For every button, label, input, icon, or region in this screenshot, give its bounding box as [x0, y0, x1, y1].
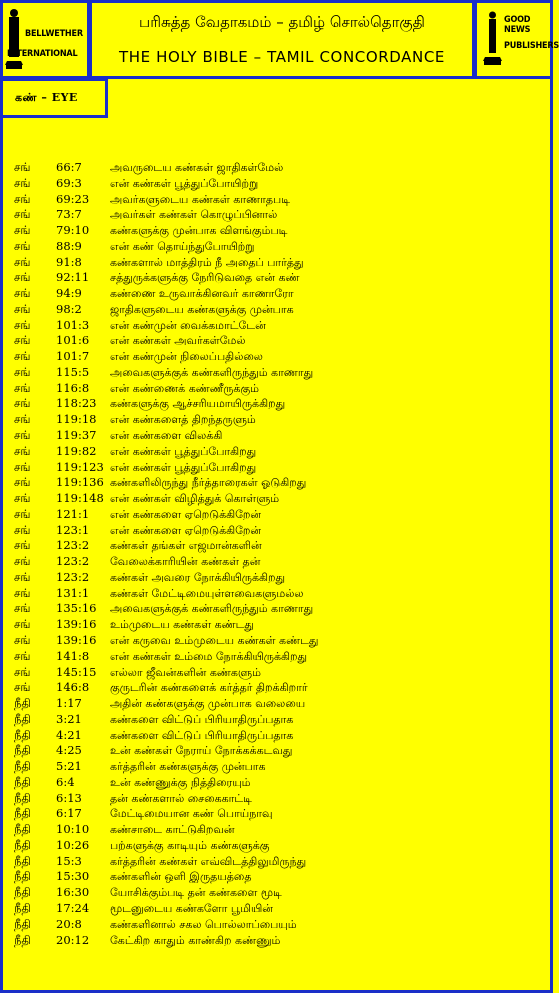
- verse-reference: 146:8: [56, 680, 90, 695]
- verse-reference: 69:23: [56, 191, 90, 206]
- verse-snippet: என் கண்முன் வைக்கமாட்டேன்: [110, 318, 266, 332]
- verse-snippet: கண்சாடை காட்டுகிறவன்: [110, 823, 235, 837]
- verse-reference: 91:8: [56, 254, 82, 269]
- book-abbrev: நீதி: [14, 806, 31, 821]
- verse-snippet: அதின் கண்களுக்கு முன்பாக வலையை: [110, 697, 306, 711]
- verse-reference: 92:11: [56, 270, 90, 285]
- verse-reference: 123:2: [56, 538, 90, 553]
- book-abbrev: நீதி: [14, 916, 31, 931]
- concordance-row: [14, 396, 544, 412]
- verse-snippet: என் கண்கள் உம்மை நோக்கியிருக்கிறது: [110, 649, 308, 663]
- concordance-row: [14, 507, 544, 523]
- book-abbrev: சங்: [14, 569, 31, 584]
- concordance-row: [14, 286, 544, 302]
- book-abbrev: சங்: [14, 175, 31, 190]
- book-abbrev: சங்: [14, 491, 31, 506]
- verse-snippet: அவைகளுக்குக் கண்களிருந்தும் காணாது: [110, 365, 314, 379]
- verse-snippet: கண்களின் ஒளி இருதயத்தை: [110, 870, 252, 884]
- book-abbrev: நீதி: [14, 774, 31, 789]
- concordance-row: [14, 712, 544, 728]
- verse-reference: 6:17: [56, 806, 82, 821]
- verse-reference: 101:3: [56, 317, 90, 332]
- concordance-row: [14, 302, 544, 318]
- concordance-row: [14, 570, 544, 586]
- book-abbrev: சங்: [14, 223, 31, 238]
- concordance-row: [14, 270, 544, 286]
- concordance-row: [14, 854, 544, 870]
- concordance-row: [14, 917, 544, 933]
- book-abbrev: நீதி: [14, 869, 31, 884]
- verse-snippet: கண்கள் அவரை நோக்கியிருக்கிறது: [110, 570, 286, 584]
- concordance-list: [14, 160, 544, 948]
- topic-box: [0, 78, 108, 118]
- concordance-row: [14, 822, 544, 838]
- verse-reference: 10:10: [56, 822, 90, 837]
- verse-reference: 98:2: [56, 301, 82, 316]
- verse-reference: 16:30: [56, 885, 90, 900]
- verse-snippet: என் கண்களைத் திறந்தருளும்: [110, 413, 256, 427]
- concordance-row: [14, 601, 544, 617]
- verse-reference: 121:1: [56, 506, 90, 521]
- concordance-row: [14, 318, 544, 334]
- verse-reference: 135:16: [56, 601, 97, 616]
- verse-snippet: மூடனுடைய கண்களோ பூமியின்: [110, 901, 273, 915]
- book-abbrev: சங்: [14, 617, 31, 632]
- verse-reference: 79:10: [56, 223, 90, 238]
- verse-snippet: எல்லா ஜீவன்களின் கண்களும்: [110, 665, 261, 679]
- concordance-row: [14, 806, 544, 822]
- book-abbrev: சங்: [14, 522, 31, 537]
- book-abbrev: சங்: [14, 428, 31, 443]
- book-abbrev: சங்: [14, 238, 31, 253]
- bellwether-logo: [0, 0, 90, 79]
- verse-snippet: என் கண்களை ஏறெடுக்கிறேன்: [110, 523, 262, 537]
- verse-snippet: என் கண்களை ஏறெடுக்கிறேன்: [110, 507, 262, 521]
- logo-line-1: GOOD NEWS: [504, 15, 531, 35]
- verse-snippet: கண்களுக்கு முன்பாக விளங்கும்படி: [110, 224, 288, 238]
- concordance-row: [14, 791, 544, 807]
- concordance-row: [14, 885, 544, 901]
- book-abbrev: நீதி: [14, 711, 31, 726]
- concordance-row: [14, 523, 544, 539]
- verse-snippet: என் கருவை உம்முடைய கண்கள் கண்டது: [110, 633, 319, 647]
- figure-icon: [477, 3, 559, 76]
- concordance-row: [14, 728, 544, 744]
- concordance-row: [14, 554, 544, 570]
- verse-snippet: சத்துருக்களுக்கு நேரிடுவதை என் கண்: [110, 271, 300, 285]
- verse-reference: 6:13: [56, 790, 82, 805]
- verse-snippet: உன் கண்கள் நேராய் நோக்கக்கடவது: [110, 744, 293, 758]
- verse-snippet: கண்கள் தங்கள் எஜமான்களின்: [110, 539, 262, 553]
- verse-reference: 139:16: [56, 632, 97, 647]
- verse-snippet: என் கண்கள் பூத்துப்போயிற்று: [110, 176, 259, 190]
- verse-reference: 1:17: [56, 696, 82, 711]
- book-abbrev: நீதி: [14, 837, 31, 852]
- verse-reference: 88:9: [56, 238, 82, 253]
- concordance-row: [14, 933, 544, 949]
- verse-snippet: அவர்களுடைய கண்கள் காணாதபடி: [110, 192, 290, 206]
- verse-reference: 5:21: [56, 759, 82, 774]
- verse-reference: 119:18: [56, 412, 97, 427]
- book-abbrev: சங்: [14, 317, 31, 332]
- book-abbrev: சங்: [14, 254, 31, 269]
- verse-snippet: கேட்கிற காதும் காண்கிற கண்ணும்: [110, 933, 281, 947]
- book-abbrev: நீதி: [14, 822, 31, 837]
- verse-reference: 66:7: [56, 160, 82, 174]
- verse-snippet: கண்களால் மாத்திரம் நீ அதைப் பார்த்து: [110, 255, 304, 269]
- concordance-row: [14, 460, 544, 476]
- verse-snippet: கண்ணை உருவாக்கினவர் காணாரோ: [110, 287, 294, 301]
- book-abbrev: சங்: [14, 680, 31, 695]
- verse-snippet: என் கண்கள் பூத்துப்போகிறது: [110, 460, 257, 474]
- verse-reference: 94:9: [56, 286, 82, 301]
- concordance-row: [14, 255, 544, 271]
- verse-snippet: மேட்டிமையான கண் பொய்நாவு: [110, 807, 273, 821]
- verse-snippet: கண்களை விட்டுப் பிரியாதிருப்பதாக: [110, 712, 294, 726]
- book-abbrev: நீதி: [14, 853, 31, 868]
- verse-snippet: கர்த்தரின் கண்கள் எவ்விடத்திலுமிருந்து: [110, 854, 307, 868]
- logo-line-1: BELLWETHER: [25, 29, 83, 39]
- book-abbrev: நீதி: [14, 759, 31, 774]
- verse-reference: 116:8: [56, 380, 90, 395]
- concordance-row: [14, 207, 544, 223]
- concordance-row: [14, 176, 544, 192]
- logo-line-2: INTERNATIONAL: [7, 49, 78, 59]
- verse-snippet: வேலைக்காரியின் கண்கள் தன்: [110, 555, 261, 569]
- good-news-logo: [474, 0, 559, 79]
- book-abbrev: நீதி: [14, 885, 31, 900]
- verse-snippet: குருடரின் கண்களைக் கர்த்தர் திறக்கிறார்: [110, 681, 308, 695]
- logo-line-2: PUBLISHERS: [504, 41, 559, 51]
- verse-reference: 4:21: [56, 727, 82, 742]
- book-abbrev: சங்: [14, 443, 31, 458]
- concordance-row: [14, 491, 544, 507]
- verse-reference: 73:7: [56, 207, 82, 222]
- book-abbrev: சங்: [14, 664, 31, 679]
- verse-snippet: அவருடைய கண்கள் ஜாதிகள்மேல்: [110, 161, 284, 174]
- book-abbrev: சங்: [14, 396, 31, 411]
- verse-reference: 145:15: [56, 664, 97, 679]
- verse-snippet: கண்களை விட்டுப் பிரியாதிருப்பதாக: [110, 728, 294, 742]
- verse-reference: 141:8: [56, 648, 90, 663]
- concordance-row: [14, 649, 544, 665]
- concordance-row: [14, 901, 544, 917]
- book-abbrev: சங்: [14, 648, 31, 663]
- book-abbrev: நீதி: [14, 696, 31, 711]
- concordance-row: [14, 665, 544, 681]
- book-abbrev: சங்: [14, 286, 31, 301]
- verse-snippet: கர்த்தரின் கண்களுக்கு முன்பாக: [110, 760, 266, 774]
- verse-reference: 119:148: [56, 491, 104, 506]
- concordance-row: [14, 412, 544, 428]
- verse-reference: 3:21: [56, 711, 82, 726]
- verse-snippet: உன் கண்ணுக்கு நித்திரையும்: [110, 775, 251, 789]
- verse-snippet: என் கண் தொய்ந்துபோயிற்று: [110, 239, 255, 253]
- verse-snippet: அவைகளுக்குக் கண்களிருந்தும் காணாது: [110, 602, 314, 616]
- verse-reference: 123:2: [56, 569, 90, 584]
- verse-reference: 119:136: [56, 475, 104, 490]
- concordance-row: [14, 223, 544, 239]
- book-abbrev: சங்: [14, 191, 31, 206]
- concordance-row: [14, 696, 544, 712]
- verse-snippet: என் கண்கள் அவர்கள்மேல்: [110, 334, 246, 348]
- concordance-row: [14, 869, 544, 885]
- book-abbrev: நீதி: [14, 727, 31, 742]
- book-abbrev: சங்: [14, 207, 31, 222]
- verse-reference: 6:4: [56, 774, 75, 789]
- concordance-row: [14, 759, 544, 775]
- verse-reference: 4:25: [56, 743, 82, 758]
- verse-snippet: என் கண்கள் விழித்துக் கொள்ளும்: [110, 492, 280, 506]
- book-abbrev: சங்: [14, 585, 31, 600]
- topic-label: கண் – EYE: [15, 91, 78, 104]
- verse-snippet: ஜாதிகளுடைய கண்களுக்கு முன்பாக: [110, 302, 294, 316]
- verse-reference: 118:23: [56, 396, 97, 411]
- english-title: THE HOLY BIBLE – TAMIL CONCORDANCE: [118, 48, 446, 66]
- concordance-row: [14, 365, 544, 381]
- concordance-row: [14, 444, 544, 460]
- verse-snippet: அவர்கள் கண்கள் கொழுப்பினால்: [110, 208, 278, 222]
- verse-reference: 131:1: [56, 585, 90, 600]
- concordance-row: [14, 680, 544, 696]
- concordance-row: [14, 838, 544, 854]
- book-abbrev: சங்: [14, 364, 31, 379]
- concordance-row: [14, 633, 544, 649]
- book-abbrev: சங்: [14, 412, 31, 427]
- book-abbrev: சங்: [14, 554, 31, 569]
- verse-snippet: பற்களுக்கு காடியும் கண்களுக்கு: [110, 838, 270, 852]
- book-abbrev: சங்: [14, 538, 31, 553]
- verse-reference: 115:5: [56, 364, 90, 379]
- verse-reference: 119:123: [56, 459, 104, 474]
- verse-snippet: யோசிக்கும்படி தன் கண்களை மூடி: [110, 886, 282, 900]
- verse-reference: 17:24: [56, 900, 90, 915]
- verse-snippet: தன் கண்களால் சைகைகாட்டி: [110, 791, 252, 805]
- verse-reference: 15:3: [56, 853, 82, 868]
- concordance-row: [14, 192, 544, 208]
- concordance-row: [14, 617, 544, 633]
- concordance-row: [14, 538, 544, 554]
- concordance-row: [14, 586, 544, 602]
- verse-snippet: கண்களுக்கு ஆச்சரியமாயிருக்கிறது: [110, 397, 286, 411]
- book-abbrev: சங்: [14, 601, 31, 616]
- book-abbrev: சங்: [14, 301, 31, 316]
- concordance-row: [14, 381, 544, 397]
- verse-snippet: கண்கள் மேட்டிமையுள்ளவைகளுமல்ல: [110, 586, 304, 600]
- concordance-row: [14, 333, 544, 349]
- concordance-row: [14, 775, 544, 791]
- verse-reference: 10:26: [56, 837, 90, 852]
- book-abbrev: நீதி: [14, 932, 31, 947]
- verse-reference: 69:3: [56, 175, 82, 190]
- book-abbrev: சங்: [14, 459, 31, 474]
- book-abbrev: சங்: [14, 160, 31, 174]
- verse-reference: 20:8: [56, 916, 82, 931]
- book-abbrev: சங்: [14, 506, 31, 521]
- book-abbrev: நீதி: [14, 900, 31, 915]
- figure-icon: [3, 3, 87, 76]
- book-abbrev: சங்: [14, 475, 31, 490]
- concordance-row: [14, 349, 544, 365]
- verse-reference: 101:7: [56, 349, 90, 364]
- concordance-row: [14, 160, 544, 176]
- book-abbrev: சங்: [14, 380, 31, 395]
- concordance-row: [14, 475, 544, 491]
- verse-snippet: என் கண்ணைக் கண்ணீருக்கும்: [110, 381, 260, 395]
- verse-snippet: என் கண்கள் பூத்துப்போகிறது: [110, 444, 257, 458]
- verse-snippet: உம்முடைய கண்கள் கண்டது: [110, 618, 254, 632]
- tamil-title: பரிசுத்த வேதாகமம் – தமிழ் சொல்தொகுதி: [139, 13, 425, 31]
- verse-reference: 123:2: [56, 554, 90, 569]
- concordance-row: [14, 239, 544, 255]
- book-abbrev: சங்: [14, 333, 31, 348]
- verse-reference: 101:6: [56, 333, 90, 348]
- verse-reference: 15:30: [56, 869, 90, 884]
- verse-snippet: கண்களிலிருந்து நீர்த்தாரைகள் ஓடுகிறது: [110, 476, 307, 490]
- concordance-row: [14, 428, 544, 444]
- verse-snippet: என் கண்களை விலக்கி: [110, 429, 223, 443]
- verse-reference: 119:37: [56, 428, 97, 443]
- verse-reference: 123:1: [56, 522, 90, 537]
- verse-reference: 119:82: [56, 443, 97, 458]
- concordance-row: [14, 743, 544, 759]
- verse-snippet: என் கண்முன் நிலைப்பதில்லை: [110, 350, 263, 364]
- book-abbrev: சங்: [14, 632, 31, 647]
- book-abbrev: சங்: [14, 349, 31, 364]
- verse-reference: 139:16: [56, 617, 97, 632]
- title-banner: [89, 0, 475, 79]
- book-abbrev: சங்: [14, 270, 31, 285]
- verse-snippet: கண்களினால் சகல பொல்லாப்பையும்: [110, 917, 297, 931]
- book-abbrev: நீதி: [14, 743, 31, 758]
- verse-reference: 20:12: [56, 932, 90, 947]
- book-abbrev: நீதி: [14, 790, 31, 805]
